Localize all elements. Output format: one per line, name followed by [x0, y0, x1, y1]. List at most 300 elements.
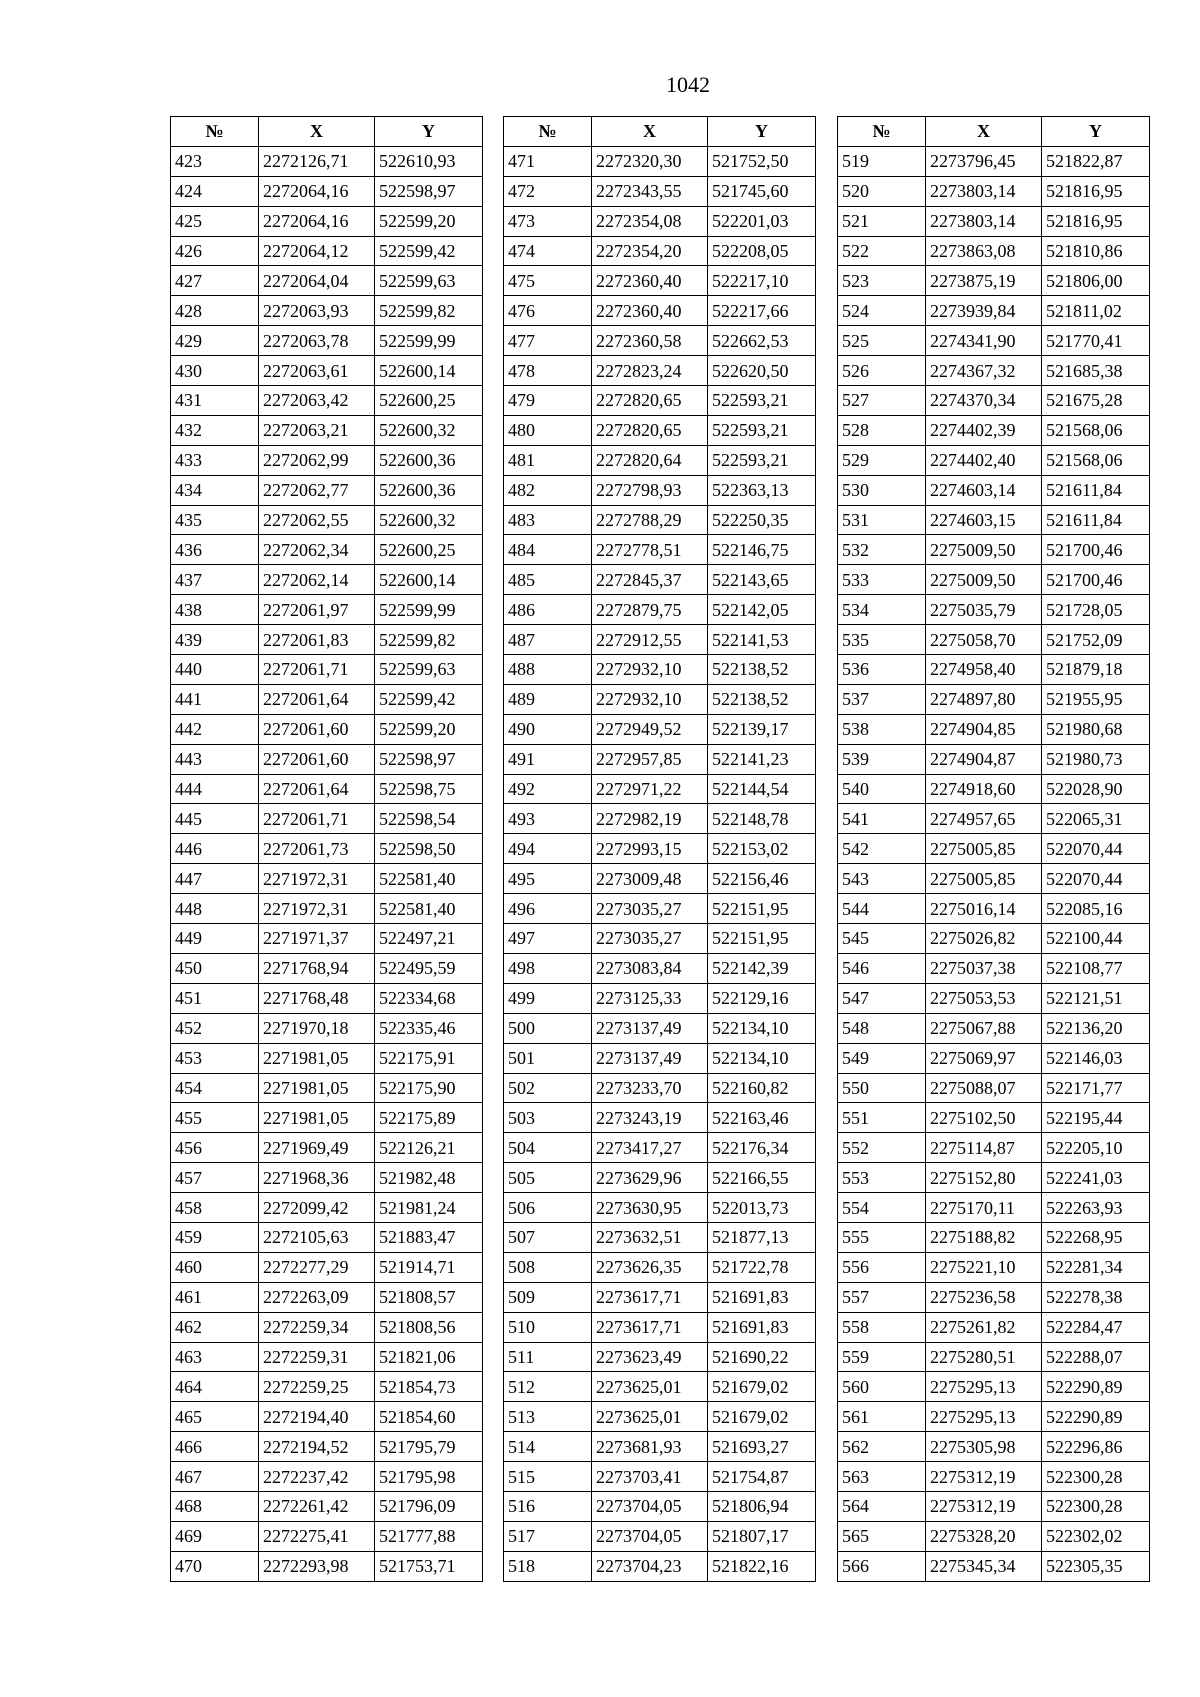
cell-x: 2273009,48: [592, 864, 708, 894]
cell-number: 498: [504, 953, 592, 983]
cell-x: 2272064,16: [259, 176, 375, 206]
table-row: [838, 924, 1150, 954]
table-row: [171, 565, 483, 595]
table-row: [504, 1432, 816, 1462]
cell-x: 2273625,01: [592, 1372, 708, 1402]
cell-number: 489: [504, 684, 592, 714]
cell-number: 503: [504, 1103, 592, 1133]
table-row: [171, 1013, 483, 1043]
cell-y: 522296,86: [1042, 1432, 1150, 1462]
cell-x: 2272982,19: [592, 804, 708, 834]
cell-x: 2273035,27: [592, 924, 708, 954]
table-row: [171, 445, 483, 475]
cell-x: 2272354,08: [592, 206, 708, 236]
cell-x: 2273137,49: [592, 1013, 708, 1043]
cell-number: 449: [171, 924, 259, 954]
cell-y: 522600,32: [375, 415, 483, 445]
cell-number: 529: [838, 445, 926, 475]
cell-x: 2271981,05: [259, 1043, 375, 1073]
cell-x: 2275005,85: [926, 864, 1042, 894]
cell-number: 524: [838, 296, 926, 326]
cell-number: 466: [171, 1432, 259, 1462]
cell-number: 510: [504, 1312, 592, 1342]
cell-y: 521685,38: [1042, 356, 1150, 386]
cell-number: 434: [171, 475, 259, 505]
table-row: [504, 1521, 816, 1551]
cell-number: 430: [171, 356, 259, 386]
table-row: [838, 565, 1150, 595]
cell-x: 2273035,27: [592, 894, 708, 924]
table-row: [171, 894, 483, 924]
cell-x: 2272126,71: [259, 146, 375, 176]
cell-x: 2275053,53: [926, 983, 1042, 1013]
cell-y: 522142,39: [708, 953, 816, 983]
cell-x: 2271981,05: [259, 1073, 375, 1103]
cell-x: 2275067,88: [926, 1013, 1042, 1043]
cell-y: 521754,87: [708, 1462, 816, 1492]
cell-y: 522598,50: [375, 834, 483, 864]
table-row: [504, 1193, 816, 1223]
cell-number: 551: [838, 1103, 926, 1133]
cell-x: 2272064,12: [259, 236, 375, 266]
cell-x: 2272061,73: [259, 834, 375, 864]
cell-number: 459: [171, 1222, 259, 1252]
cell-y: 522138,52: [708, 655, 816, 685]
table-row: [838, 1521, 1150, 1551]
table-row: [171, 1491, 483, 1521]
cell-y: 522208,05: [708, 236, 816, 266]
cell-y: 522129,16: [708, 983, 816, 1013]
cell-y: 522598,97: [375, 744, 483, 774]
cell-number: 561: [838, 1402, 926, 1432]
cell-x: 2273625,01: [592, 1402, 708, 1432]
cell-y: 521675,28: [1042, 386, 1150, 416]
cell-number: 505: [504, 1163, 592, 1193]
cell-y: 522136,20: [1042, 1013, 1150, 1043]
table-row: [838, 1163, 1150, 1193]
coordinate-table-1: [170, 116, 483, 1582]
table-row: [504, 1462, 816, 1492]
table-row: [504, 983, 816, 1013]
cell-y: 522581,40: [375, 864, 483, 894]
cell-y: 522108,77: [1042, 953, 1150, 983]
cell-x: 2273125,33: [592, 983, 708, 1013]
cell-y: 522599,42: [375, 236, 483, 266]
table-row: [838, 206, 1150, 236]
cell-number: 531: [838, 505, 926, 535]
cell-number: 520: [838, 176, 926, 206]
cell-number: 462: [171, 1312, 259, 1342]
cell-x: 2272971,22: [592, 774, 708, 804]
cell-x: 2275312,19: [926, 1491, 1042, 1521]
cell-x: 2272061,71: [259, 804, 375, 834]
cell-y: 522028,90: [1042, 774, 1150, 804]
column-header-y: Y: [708, 117, 816, 147]
cell-y: 522163,46: [708, 1103, 816, 1133]
cell-number: 495: [504, 864, 592, 894]
table-row: [504, 1133, 816, 1163]
cell-number: 447: [171, 864, 259, 894]
table-row: [171, 326, 483, 356]
table-row: [838, 236, 1150, 266]
cell-number: 469: [171, 1521, 259, 1551]
table-row: [504, 475, 816, 505]
table-row: [838, 1222, 1150, 1252]
cell-x: 2272879,75: [592, 595, 708, 625]
cell-x: 2272237,42: [259, 1462, 375, 1492]
table-row: [504, 356, 816, 386]
cell-y: 521811,02: [1042, 296, 1150, 326]
cell-number: 494: [504, 834, 592, 864]
cell-x: 2275152,80: [926, 1163, 1042, 1193]
table-row: [838, 1312, 1150, 1342]
cell-number: 552: [838, 1133, 926, 1163]
cell-x: 2273626,35: [592, 1252, 708, 1282]
table-row: [838, 625, 1150, 655]
cell-number: 425: [171, 206, 259, 236]
cell-x: 2272820,65: [592, 386, 708, 416]
cell-x: 2272194,52: [259, 1432, 375, 1462]
table-row: [838, 655, 1150, 685]
cell-number: 516: [504, 1491, 592, 1521]
cell-y: 522593,21: [708, 386, 816, 416]
table-row: [171, 1133, 483, 1163]
cell-y: 521796,09: [375, 1491, 483, 1521]
cell-y: 521770,41: [1042, 326, 1150, 356]
table-row: [171, 774, 483, 804]
table-header-row: [504, 117, 816, 147]
table-row: [171, 1252, 483, 1282]
cell-x: 2271971,37: [259, 924, 375, 954]
cell-number: 487: [504, 625, 592, 655]
cell-x: 2272320,30: [592, 146, 708, 176]
table-row: [504, 1013, 816, 1043]
cell-y: 522599,63: [375, 655, 483, 685]
table-row: [838, 415, 1150, 445]
cell-x: 2272061,97: [259, 595, 375, 625]
cell-number: 499: [504, 983, 592, 1013]
table-row: [838, 266, 1150, 296]
cell-x: 2275069,97: [926, 1043, 1042, 1073]
table-row: [504, 655, 816, 685]
cell-y: 521955,95: [1042, 684, 1150, 714]
cell-x: 2272105,63: [259, 1222, 375, 1252]
column-header-number: №: [838, 117, 926, 147]
cell-y: 521807,17: [708, 1521, 816, 1551]
cell-number: 479: [504, 386, 592, 416]
table-row: [504, 924, 816, 954]
cell-number: 501: [504, 1043, 592, 1073]
table-row: [838, 1252, 1150, 1282]
cell-y: 522146,75: [708, 535, 816, 565]
cell-number: 521: [838, 206, 926, 236]
table-row: [171, 1222, 483, 1252]
cell-x: 2273875,19: [926, 266, 1042, 296]
cell-y: 522599,20: [375, 714, 483, 744]
table-row: [504, 176, 816, 206]
cell-x: 2275295,13: [926, 1402, 1042, 1432]
cell-x: 2275295,13: [926, 1372, 1042, 1402]
cell-y: 522250,35: [708, 505, 816, 535]
table-row: [838, 475, 1150, 505]
cell-number: 471: [504, 146, 592, 176]
table-row: [838, 535, 1150, 565]
table-row: [171, 206, 483, 236]
cell-y: 521822,87: [1042, 146, 1150, 176]
cell-y: 522134,10: [708, 1043, 816, 1073]
cell-x: 2272259,31: [259, 1342, 375, 1372]
cell-number: 525: [838, 326, 926, 356]
cell-y: 522290,89: [1042, 1372, 1150, 1402]
table-row: [171, 1103, 483, 1133]
table-row: [171, 176, 483, 206]
cell-number: 442: [171, 714, 259, 744]
coordinate-table-2: [503, 116, 816, 1582]
cell-number: 491: [504, 744, 592, 774]
cell-number: 424: [171, 176, 259, 206]
cell-x: 2272063,21: [259, 415, 375, 445]
cell-y: 522600,25: [375, 386, 483, 416]
cell-x: 2272823,24: [592, 356, 708, 386]
cell-x: 2271968,36: [259, 1163, 375, 1193]
cell-number: 431: [171, 386, 259, 416]
cell-x: 2272063,78: [259, 326, 375, 356]
cell-number: 448: [171, 894, 259, 924]
cell-y: 522139,17: [708, 714, 816, 744]
cell-y: 521568,06: [1042, 415, 1150, 445]
cell-y: 522138,52: [708, 684, 816, 714]
cell-number: 458: [171, 1193, 259, 1223]
cell-x: 2272062,99: [259, 445, 375, 475]
cell-y: 521777,88: [375, 1521, 483, 1551]
cell-x: 2275026,82: [926, 924, 1042, 954]
cell-y: 522600,25: [375, 535, 483, 565]
cell-y: 522497,21: [375, 924, 483, 954]
table-row: [504, 206, 816, 236]
cell-y: 521691,83: [708, 1282, 816, 1312]
table-row: [838, 834, 1150, 864]
table-header-row: [171, 117, 483, 147]
table-row: [838, 1491, 1150, 1521]
table-header-row: [838, 117, 1150, 147]
page-number: 1042: [666, 72, 710, 97]
cell-number: 557: [838, 1282, 926, 1312]
cell-number: 560: [838, 1372, 926, 1402]
cell-x: 2274897,80: [926, 684, 1042, 714]
cell-x: 2272343,55: [592, 176, 708, 206]
table-row: [171, 714, 483, 744]
cell-x: 2271981,05: [259, 1103, 375, 1133]
cell-y: 521879,18: [1042, 655, 1150, 685]
cell-y: 522599,82: [375, 296, 483, 326]
cell-y: 522598,54: [375, 804, 483, 834]
cell-y: 522363,13: [708, 475, 816, 505]
cell-x: 2273803,14: [926, 206, 1042, 236]
cell-number: 556: [838, 1252, 926, 1282]
cell-number: 558: [838, 1312, 926, 1342]
table-row: [171, 236, 483, 266]
cell-x: 2272354,20: [592, 236, 708, 266]
cell-y: 522151,95: [708, 924, 816, 954]
cell-y: 521691,83: [708, 1312, 816, 1342]
table-row: [171, 296, 483, 326]
table-row: [171, 924, 483, 954]
cell-x: 2273617,71: [592, 1312, 708, 1342]
cell-number: 461: [171, 1282, 259, 1312]
cell-number: 477: [504, 326, 592, 356]
cell-number: 490: [504, 714, 592, 744]
table-row: [171, 1282, 483, 1312]
cell-y: 521690,22: [708, 1342, 816, 1372]
cell-x: 2272820,65: [592, 415, 708, 445]
cell-number: 554: [838, 1193, 926, 1223]
table-row: [838, 1342, 1150, 1372]
cell-y: 522600,14: [375, 565, 483, 595]
cell-y: 522201,03: [708, 206, 816, 236]
table-row: [838, 953, 1150, 983]
table-row: [171, 655, 483, 685]
cell-x: 2272788,29: [592, 505, 708, 535]
cell-number: 539: [838, 744, 926, 774]
table-row: [504, 1222, 816, 1252]
table-row: [504, 684, 816, 714]
cell-x: 2272993,15: [592, 834, 708, 864]
cell-number: 543: [838, 864, 926, 894]
cell-x: 2273417,27: [592, 1133, 708, 1163]
table-row: [838, 1282, 1150, 1312]
cell-number: 566: [838, 1551, 926, 1581]
table-row: [504, 146, 816, 176]
table-row: [504, 834, 816, 864]
cell-number: 512: [504, 1372, 592, 1402]
table-row: [504, 1252, 816, 1282]
cell-x: 2272360,40: [592, 266, 708, 296]
cell-y: 522278,38: [1042, 1282, 1150, 1312]
cell-x: 2272064,16: [259, 206, 375, 236]
table-row: [838, 505, 1150, 535]
cell-x: 2273681,93: [592, 1432, 708, 1462]
cell-y: 522175,91: [375, 1043, 483, 1073]
table-row: [504, 1312, 816, 1342]
cell-x: 2272062,55: [259, 505, 375, 535]
table-row: [838, 595, 1150, 625]
cell-number: 454: [171, 1073, 259, 1103]
cell-y: 522160,82: [708, 1073, 816, 1103]
cell-number: 535: [838, 625, 926, 655]
table-row: [171, 535, 483, 565]
cell-x: 2272932,10: [592, 655, 708, 685]
table-row: [504, 1491, 816, 1521]
cell-number: 563: [838, 1462, 926, 1492]
cell-y: 522205,10: [1042, 1133, 1150, 1163]
cell-y: 522148,78: [708, 804, 816, 834]
table-row: [171, 386, 483, 416]
cell-y: 522013,73: [708, 1193, 816, 1223]
cell-y: 521883,47: [375, 1222, 483, 1252]
table-row: [504, 505, 816, 535]
cell-number: 470: [171, 1551, 259, 1581]
cell-x: 2275236,58: [926, 1282, 1042, 1312]
cell-y: 522070,44: [1042, 864, 1150, 894]
cell-y: 522600,14: [375, 356, 483, 386]
cell-y: 521821,06: [375, 1342, 483, 1372]
table-row: [838, 1402, 1150, 1432]
cell-y: 522600,36: [375, 475, 483, 505]
cell-x: 2275035,79: [926, 595, 1042, 625]
table-row: [504, 445, 816, 475]
cell-number: 475: [504, 266, 592, 296]
table-row: [504, 1103, 816, 1133]
cell-x: 2272259,34: [259, 1312, 375, 1342]
table-row: [838, 684, 1150, 714]
cell-y: 521752,09: [1042, 625, 1150, 655]
table-row: [504, 296, 816, 326]
cell-number: 553: [838, 1163, 926, 1193]
table-row: [838, 1432, 1150, 1462]
cell-y: 522146,03: [1042, 1043, 1150, 1073]
cell-y: 521679,02: [708, 1402, 816, 1432]
cell-number: 518: [504, 1551, 592, 1581]
cell-number: 493: [504, 804, 592, 834]
cell-y: 521981,24: [375, 1193, 483, 1223]
cell-x: 2272360,40: [592, 296, 708, 326]
cell-y: 522599,20: [375, 206, 483, 236]
cell-number: 559: [838, 1342, 926, 1372]
column-header-y: Y: [375, 117, 483, 147]
cell-x: 2272949,52: [592, 714, 708, 744]
cell-y: 522302,02: [1042, 1521, 1150, 1551]
cell-x: 2273796,45: [926, 146, 1042, 176]
cell-y: 522217,66: [708, 296, 816, 326]
cell-number: 530: [838, 475, 926, 505]
coordinate-table-3: [837, 116, 1150, 1582]
cell-y: 521795,98: [375, 1462, 483, 1492]
cell-y: 521980,73: [1042, 744, 1150, 774]
cell-number: 547: [838, 983, 926, 1013]
table-row: [171, 684, 483, 714]
cell-x: 2272277,29: [259, 1252, 375, 1282]
cell-y: 522126,21: [375, 1133, 483, 1163]
table-row: [504, 565, 816, 595]
cell-number: 514: [504, 1432, 592, 1462]
cell-x: 2272061,64: [259, 684, 375, 714]
cell-x: 2273233,70: [592, 1073, 708, 1103]
cell-number: 550: [838, 1073, 926, 1103]
cell-x: 2275016,14: [926, 894, 1042, 924]
cell-x: 2275170,11: [926, 1193, 1042, 1223]
cell-x: 2275261,82: [926, 1312, 1042, 1342]
cell-y: 521810,86: [1042, 236, 1150, 266]
cell-x: 2275088,07: [926, 1073, 1042, 1103]
table-row: [838, 864, 1150, 894]
cell-x: 2275188,82: [926, 1222, 1042, 1252]
table-row: [838, 1073, 1150, 1103]
cell-x: 2275009,50: [926, 535, 1042, 565]
cell-number: 482: [504, 475, 592, 505]
table-row: [171, 146, 483, 176]
cell-y: 522176,34: [708, 1133, 816, 1163]
cell-number: 496: [504, 894, 592, 924]
table-row: [838, 894, 1150, 924]
cell-number: 564: [838, 1491, 926, 1521]
cell-x: 2272061,60: [259, 714, 375, 744]
cell-x: 2271972,31: [259, 864, 375, 894]
table-row: [838, 1013, 1150, 1043]
cell-y: 522141,23: [708, 744, 816, 774]
table-row: [838, 296, 1150, 326]
cell-x: 2275005,85: [926, 834, 1042, 864]
table-row: [171, 744, 483, 774]
